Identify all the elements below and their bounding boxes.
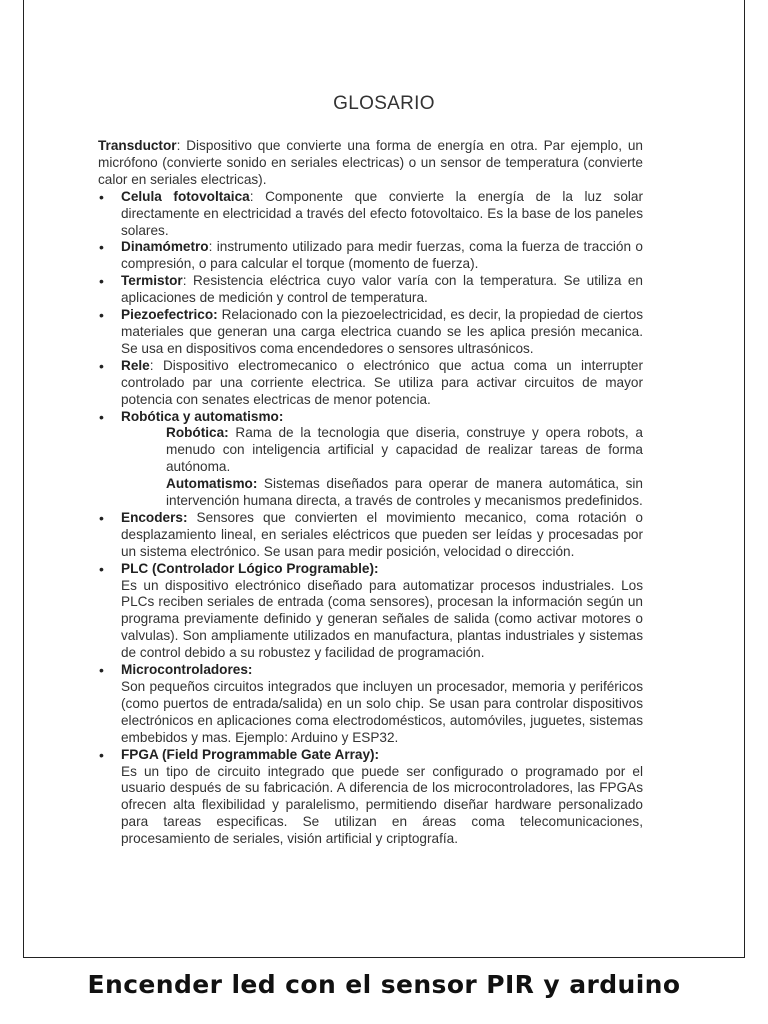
term-definition: : Componente que convierte la energía de la luz solar directamente en electricidad a través del efecto fotovoltaico. Es la base de los paneles solares. (121, 188, 643, 238)
term-definition: : instrumento utilizado para medir fuerzas, coma la fuerza de tracción o compresión, o para calcular el torque (momento de fuerza). (121, 239, 643, 272)
term-label: Robótica: (166, 425, 229, 441)
term-label: Transductor (98, 138, 177, 153)
term-label: PLC (Controlador Lógico Programable): (121, 560, 379, 576)
list-item (98, 409, 643, 510)
term-label: Encoders: (121, 509, 188, 525)
term-label: Piezoefectrico: (121, 307, 218, 323)
term-label: Rele (121, 357, 150, 373)
list-item (98, 358, 643, 409)
term-definition: Es un tipo de circuito integrado que puede ser configurado o programado por el usuario después de su fabricación. A diferencia de los microcontroladores, las FPGAs ofrecen alta flexibilidad y paralelismo, permitiendo diseñar hardware personalizado para tareas especificas. Se utilizan en áreas coma telecomunicaciones, procesamiento de seriales, visión artificial y criptografía. (121, 763, 643, 847)
term-definition: Son pequeños circuitos integrados que incluyen un procesador, memoria y periféricos (como puertos de entrada/salida) en un solo chip. Se usan para controlar dispositivos electrónicos en aplicaciones coma electrodomésticos, automóviles, juguetes, sistemas embebidos y mas. Ejemplo: Arduino y ESP32. (121, 679, 643, 745)
term-label: Microcontroladores: (121, 662, 253, 678)
list-item (98, 662, 643, 747)
sub-definition (121, 476, 643, 510)
list-item (98, 273, 643, 307)
term-label: Dinamómetro (121, 239, 209, 255)
term-definition: : Dispositivo que convierte una forma de energía en otra. Par ejemplo, un micrófono (convierte sonido en seriales electricas) o un sensor de temperatura (convierte calor en seriales electricas). (98, 138, 643, 187)
list-item (98, 189, 643, 240)
glossary-content (98, 138, 643, 848)
term-definition: Es un dispositivo electrónico diseñado para automatizar procesos industriales. Los PLCs reciben seriales de entrada (coma sensores), procesan la información según un programa previamente definido y generan señales de salida (como activar motores o valvulas). Son ampliamente utilizados en manufactura, plantas industriales y sistemas de control debido a su robustez y facilidad de programación. (121, 577, 643, 661)
term-definition: Rama de la tecnologia que diseria, construye y opera robots, a menudo con inteligencia artificial y capacidad de realizar tareas de forma autónoma. (166, 425, 643, 475)
list-item (98, 510, 643, 561)
glossary-list (98, 189, 643, 848)
footer-title: Encender led con el sensor PIR y arduino (87, 970, 681, 999)
term-definition: Sensores que convierten el movimiento mecanico, coma rotación o desplazamiento lineal, en seriales eléctricos que pueden ser leídas y procesadas por un sistema electrónico. Se usan para medir posición, velocidad o dirección. (121, 509, 643, 559)
list-item (98, 747, 643, 848)
term-definition: Relacionado con la piezoelectricidad, es decir, la propiedad de ciertos materiales que generan una carga electrica cuando se les aplica presión mecanica. Se usa en dispositivos coma encendedores o sensores ultrasónicos. (121, 307, 643, 356)
term-label: Celula fotovoltaica (121, 188, 250, 204)
term-label: Termistor (121, 273, 183, 289)
term-label: FPGA (Field Programmable Gate Array): (121, 746, 380, 762)
list-item (98, 307, 643, 358)
term-definition: Sistemas diseñados para operar de manera automática, sin intervención humana directa, a través de controles y mecanismos predefinidos. (166, 476, 643, 509)
list-item (98, 239, 643, 273)
term-label: Robótica y automatismo: (121, 408, 284, 424)
term-definition: : Dispositivo electromecanico o electrónico que actua coma un interrupter controlado par una corriente electrica. Se utiliza para activar circuitos de mayor potencia con senates electricas de menor potencia. (121, 357, 643, 407)
term-definition: : Resistencia eléctrica cuyo valor varía con la temperatura. Se utiliza en aplicaciones de medición y control de temperatura. (121, 273, 643, 306)
term-label: Automatismo: (166, 476, 258, 492)
sub-definition (121, 425, 643, 476)
glossary-intro (98, 138, 643, 189)
list-item (98, 561, 643, 662)
page-title: GLOSARIO (333, 93, 435, 114)
